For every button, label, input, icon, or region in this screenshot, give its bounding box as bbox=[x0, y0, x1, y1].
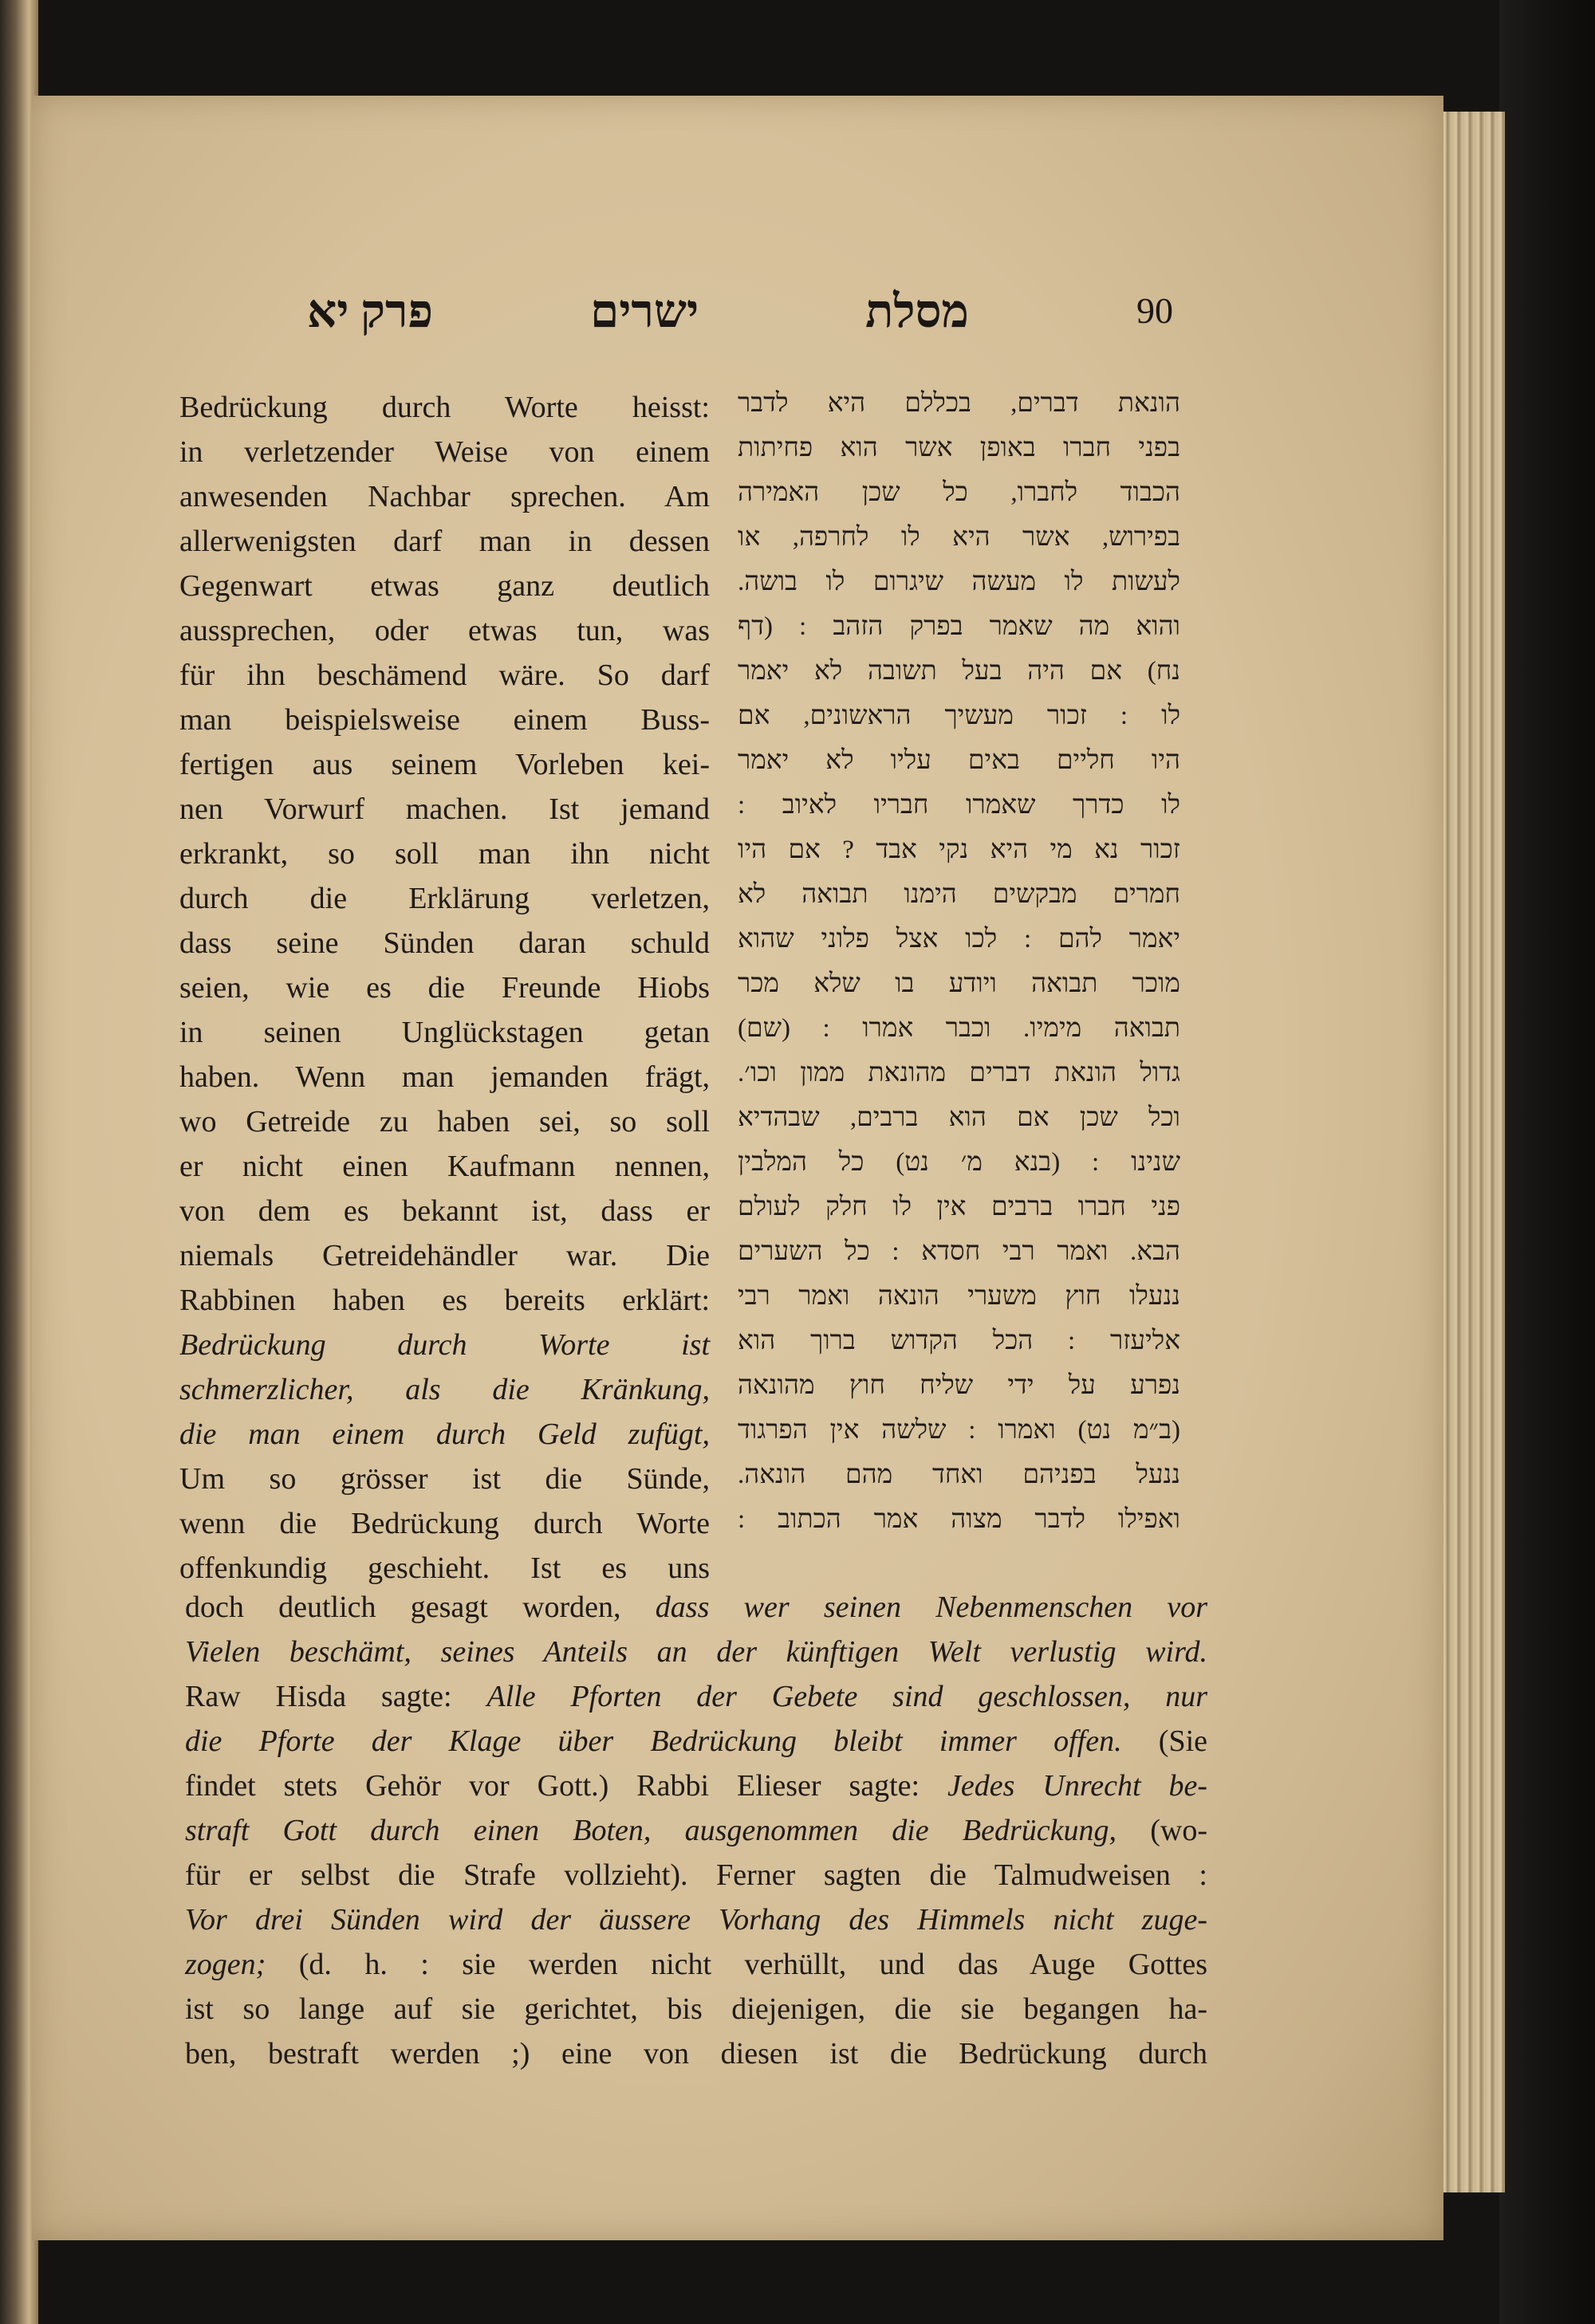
full-width-line: die Pforte der Klage über Bedrückung bleibt immer offen. (Sie bbox=[185, 1724, 1207, 1758]
german-translation-column bbox=[179, 385, 710, 1591]
hebrew-line: (ב״מ נט) ואמרו : שלשה אין הפרגוד bbox=[738, 1416, 1180, 1445]
hebrew-line: ואפילו לדבר מצוה אמר הכתוב : bbox=[738, 1505, 1180, 1534]
german-line: durch die Erklärung verletzen, bbox=[179, 882, 710, 915]
german-line: haben. Wenn man jemanden frägt, bbox=[179, 1060, 710, 1094]
full-width-line: doch deutlich gesagt worden, dass wer seinen Nebenmenschen vor bbox=[185, 1591, 1207, 1624]
hebrew-line: והוא מה שאמר בפרק הזהב : (דף bbox=[738, 612, 1180, 641]
full-width-line: straft Gott durch einen Boten, ausgenommen die Bedrückung, (wo- bbox=[185, 1814, 1207, 1847]
german-line: wenn die Bedrückung durch Worte bbox=[179, 1507, 710, 1540]
german-line: er nicht einen Kaufmann nennen, bbox=[179, 1150, 710, 1183]
german-line: Um so grösser ist die Sünde, bbox=[179, 1462, 710, 1496]
running-title-part: פרק יא bbox=[307, 285, 434, 337]
hebrew-line: היו חליים באים עליו לא יאמר bbox=[738, 746, 1180, 775]
german-line: die man einem durch Geld zufügt, bbox=[179, 1418, 710, 1451]
full-width-line: Raw Hisda sagte: Alle Pforten der Gebete sind geschlossen, nur bbox=[185, 1680, 1207, 1713]
german-line: aussprechen, oder etwas tun, was bbox=[179, 614, 710, 647]
german-line: erkrankt, so soll man ihn nicht bbox=[179, 837, 710, 871]
hebrew-line: לו : זכור מעשיך הראשונים, אם bbox=[738, 702, 1180, 730]
german-line: Gegenwart etwas ganz deutlich bbox=[179, 569, 710, 603]
german-line: Bedrückung durch Worte heisst: bbox=[179, 391, 710, 424]
hebrew-line: תבואה מימיו. וכבר אמרו : (שם) bbox=[738, 1014, 1180, 1043]
full-width-line: für er selbst die Strafe vollzieht). Ferner sagten die Talmudweisen : bbox=[185, 1858, 1207, 1892]
full-width-line: Vor drei Sünden wird der äussere Vorhang des Himmels nicht zuge- bbox=[185, 1903, 1207, 1937]
hebrew-line: הכבוד לחברו, כל שכן האמירה bbox=[738, 478, 1180, 507]
hebrew-line: הונאת דברים, בכללם היא לדבר bbox=[738, 389, 1180, 418]
running-title-part: ישרים bbox=[590, 285, 699, 337]
hebrew-line: בפני חברו באופן אשר הוא פחיתות bbox=[738, 434, 1180, 462]
german-line: seien, wie es die Freunde Hiobs bbox=[179, 971, 710, 1005]
german-line: nen Vorwurf machen. Ist jemand bbox=[179, 792, 710, 826]
hebrew-line: גדול הונאת דברים מהונאת ממון וכו׳. bbox=[738, 1059, 1180, 1087]
full-width-line: ist so lange auf sie gerichtet, bis diejenigen, die sie begangen ha- bbox=[185, 1992, 1207, 2026]
hebrew-line: בפירוש, אשר היא לו לחרפה, או bbox=[738, 523, 1180, 552]
running-title-part: מסלת bbox=[865, 285, 969, 337]
hebrew-line: חמרים מבקשים הימנו תבואה לא bbox=[738, 880, 1180, 909]
book-cover-edge bbox=[1499, 0, 1595, 2324]
german-line: in verletzender Weise von einem bbox=[179, 435, 710, 469]
hebrew-line: אליעזר : הכל הקדוש ברוך הוא bbox=[738, 1327, 1180, 1355]
german-line: von dem es bekannt ist, dass er bbox=[179, 1194, 710, 1228]
german-line: anwesenden Nachbar sprechen. Am bbox=[179, 480, 710, 513]
hebrew-line: ננעל בפניהם ואחד מהם הונאה. bbox=[738, 1461, 1180, 1489]
hebrew-line: ננעלו חוץ משערי הונאה ואמר רבי bbox=[738, 1282, 1180, 1311]
full-width-line: zogen; (d. h. : sie werden nicht verhüllt, und das Auge Gottes bbox=[185, 1948, 1207, 1981]
hebrew-line: יאמר להם : לכו אצל פלוני שהוא bbox=[738, 925, 1180, 954]
page-header bbox=[303, 287, 1204, 367]
german-line: schmerzlicher, als die Kränkung, bbox=[179, 1373, 710, 1406]
hebrew-text-column bbox=[738, 381, 1180, 1542]
german-line: offenkundig geschieht. Ist es uns bbox=[179, 1551, 710, 1585]
hebrew-line: נפרע על ידי שליח חוץ מהונאה bbox=[738, 1371, 1180, 1400]
hebrew-line: הבא. ואמר רבי חסדא : כל השערים bbox=[738, 1237, 1180, 1266]
hebrew-line: זכור נא מי היא נקי אבד ? אם היו bbox=[738, 836, 1180, 864]
german-line: niemals Getreidehändler war. Die bbox=[179, 1239, 710, 1272]
hebrew-line: נח) אם היה בעל תשובה לא יאמר bbox=[738, 657, 1180, 686]
german-line: allerwenigsten darf man in dessen bbox=[179, 525, 710, 558]
hebrew-line: מוכר תבואה ויודע בו שלא מכר bbox=[738, 969, 1180, 998]
german-line: dass seine Sünden daran schuld bbox=[179, 926, 710, 960]
full-width-line: findet stets Gehör vor Gott.) Rabbi Elieser sagte: Jedes Unrecht be- bbox=[185, 1769, 1207, 1803]
german-line: man beispielsweise einem Buss- bbox=[179, 703, 710, 737]
hebrew-line: פני חברו ברבים אין לו חלק לעולם bbox=[738, 1193, 1180, 1221]
hebrew-line: לעשות לו מעשה שיגרום לו בושה. bbox=[738, 568, 1180, 596]
page-number: 90 bbox=[1136, 290, 1173, 331]
hebrew-line: שנינו : (בנא מ׳ נט) כל המלבין bbox=[738, 1148, 1180, 1177]
german-line: Rabbinen haben es bereits erklärt: bbox=[179, 1284, 710, 1317]
full-width-line: ben, bestraft werden ;) eine von diesen ist die Bedrückung durch bbox=[185, 2037, 1207, 2070]
german-line: wo Getreide zu haben sei, so soll bbox=[179, 1105, 710, 1138]
german-line: Bedrückung durch Worte ist bbox=[179, 1328, 710, 1362]
german-line: fertigen aus seinem Vorleben kei- bbox=[179, 748, 710, 781]
full-width-translation bbox=[185, 1585, 1207, 2076]
hebrew-line: וכל שכן אם הוא ברבים, שבהדיא bbox=[738, 1103, 1180, 1132]
full-width-line: Vielen beschämt, seines Anteils an der künftigen Welt verlustig wird. bbox=[185, 1635, 1207, 1669]
hebrew-line: לו כדרך שאמרו חבריו לאיוב : bbox=[738, 791, 1180, 820]
german-line: in seinen Unglückstagen getan bbox=[179, 1016, 710, 1049]
german-line: für ihn beschämend wäre. So darf bbox=[179, 659, 710, 692]
